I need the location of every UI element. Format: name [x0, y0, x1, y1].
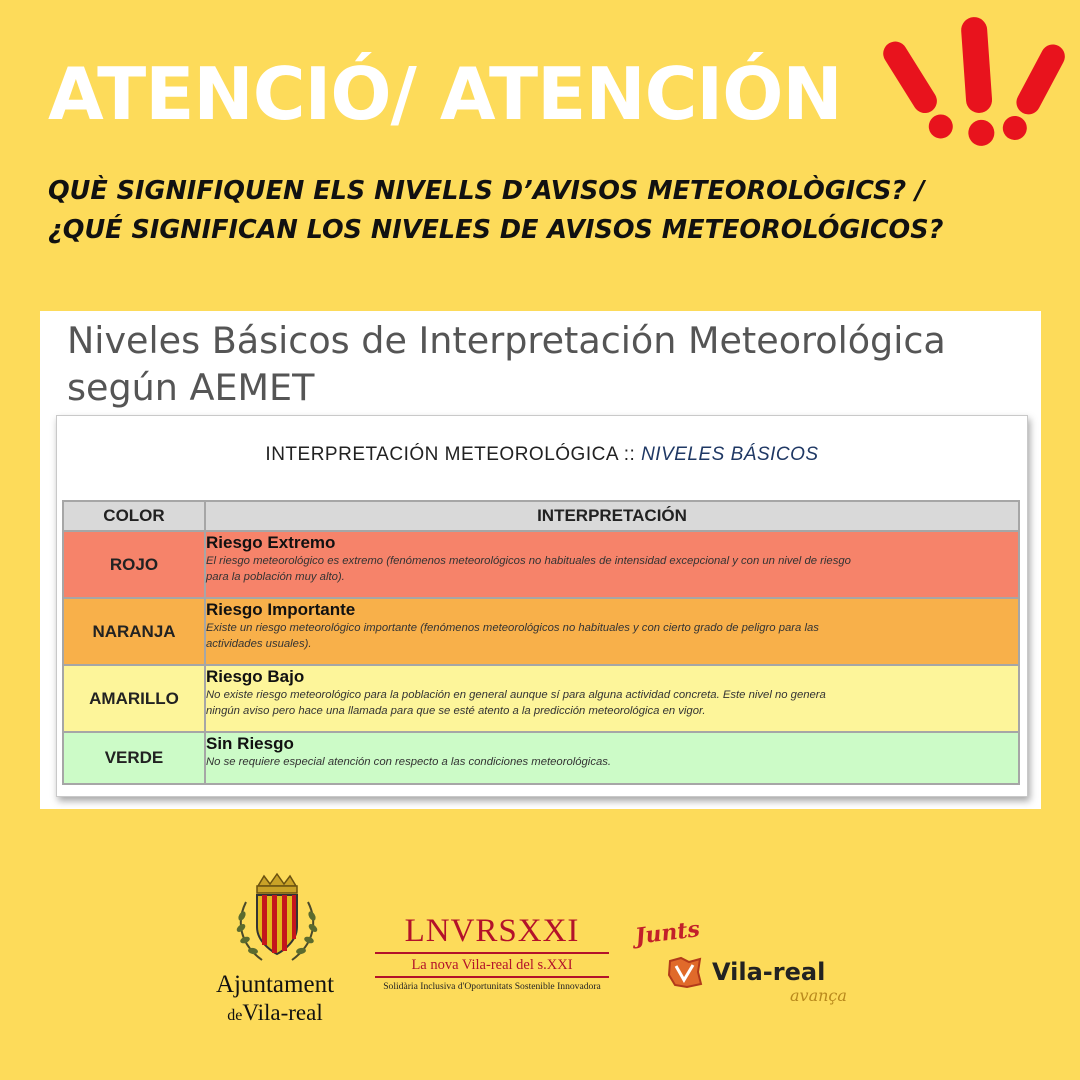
table-heading-highlight: NIVELES BÁSICOS [641, 444, 819, 465]
headline: ATENCIÓ/ ATENCIÓN [48, 52, 842, 136]
ajuntament-wordmark [195, 970, 355, 1029]
lnvrsxxi-tagline: La nova Vila-real del s.XXI [411, 957, 573, 973]
column-header-interpretation: INTERPRETACIÓN [205, 501, 1019, 531]
table-heading-main: INTERPRETACIÓN METEOROLÓGICA :: [265, 444, 642, 465]
table-header-row [63, 501, 1019, 531]
level-interpretation [205, 732, 1019, 784]
panel-title [67, 317, 946, 411]
panel-title-line2: según AEMET [67, 366, 315, 409]
ajuntament-place: Vila-real [242, 1000, 323, 1025]
column-header-color: COLOR [63, 501, 205, 531]
level-risk-title: Sin Riesgo [206, 734, 294, 753]
levels-table [62, 500, 1020, 785]
level-color-name: AMARILLO [63, 665, 205, 732]
level-color-name: NARANJA [63, 598, 205, 665]
ajuntament-line1: Ajuntament [215, 971, 335, 998]
table-row-rojo [63, 531, 1019, 598]
lnvrsxxi-values: Solidària Inclusiva d'Oportunitats Sostenible Innovadora [383, 981, 601, 992]
lnvrsxxi-brand: LNVRSXXI [404, 913, 580, 949]
subtitle [48, 172, 943, 250]
level-risk-title: Riesgo Extremo [206, 533, 336, 552]
levels-table-card [56, 415, 1028, 797]
table-row-amarillo [63, 665, 1019, 732]
lnvrsxxi-divider-bottom [375, 976, 609, 978]
junts-logo-text: Junts [633, 916, 702, 950]
table-heading [57, 444, 1027, 466]
vila-real-map-icon [667, 956, 703, 990]
level-risk-description: El riesgo meteorológico es extremo (fenómenos meteorológicos no habituales de intensidad excepcional y con un nivel de riesgo para la población muy alto). [206, 555, 851, 583]
table-row-naranja [63, 598, 1019, 665]
level-risk-description: No se requiere especial atención con respecto a las condiciones meteorológicas. [206, 756, 612, 768]
lnvrsxxi-logo [375, 912, 609, 994]
exclamation-marks-icon [870, 15, 1070, 155]
level-color-name: VERDE [63, 732, 205, 784]
level-risk-description: Existe un riesgo meteorológico importante (fenómenos meteorológicos no habituales y con cierto grado de peligro para las actividades usuales). [206, 622, 819, 650]
level-interpretation [205, 665, 1019, 732]
level-color-name: ROJO [63, 531, 205, 598]
vila-real-logo-text: Vila-real [712, 958, 826, 986]
table-row-verde [63, 732, 1019, 784]
coat-of-arms-icon [228, 872, 326, 968]
subtitle-line-catalan: QUÈ SIGNIFIQUEN ELS NIVELLS D’AVISOS METEOROLÒGICS? / [48, 176, 925, 206]
ajuntament-de: de [227, 1007, 243, 1024]
level-interpretation [205, 598, 1019, 665]
level-interpretation [205, 531, 1019, 598]
lnvrsxxi-divider [375, 952, 609, 954]
ajuntament-line2 [195, 999, 355, 1029]
subtitle-line-spanish: ¿QUÉ SIGNIFICAN LOS NIVELES DE AVISOS METEOROLÓGICOS? [48, 215, 944, 245]
level-risk-description: No existe riesgo meteorológico para la población en general aunque sí para alguna actividad concreta. Este nivel no genera ningún aviso pero hace una llamada para que se esté atento a la predicción meteorológica en vigor. [206, 689, 826, 717]
panel-title-line1: Niveles Básicos de Interpretación Meteorológica [67, 319, 946, 362]
level-risk-title: Riesgo Bajo [206, 667, 305, 686]
level-risk-title: Riesgo Importante [206, 600, 356, 619]
avanca-logo-text: avança [790, 986, 847, 1005]
aemet-levels-panel [40, 311, 1041, 809]
